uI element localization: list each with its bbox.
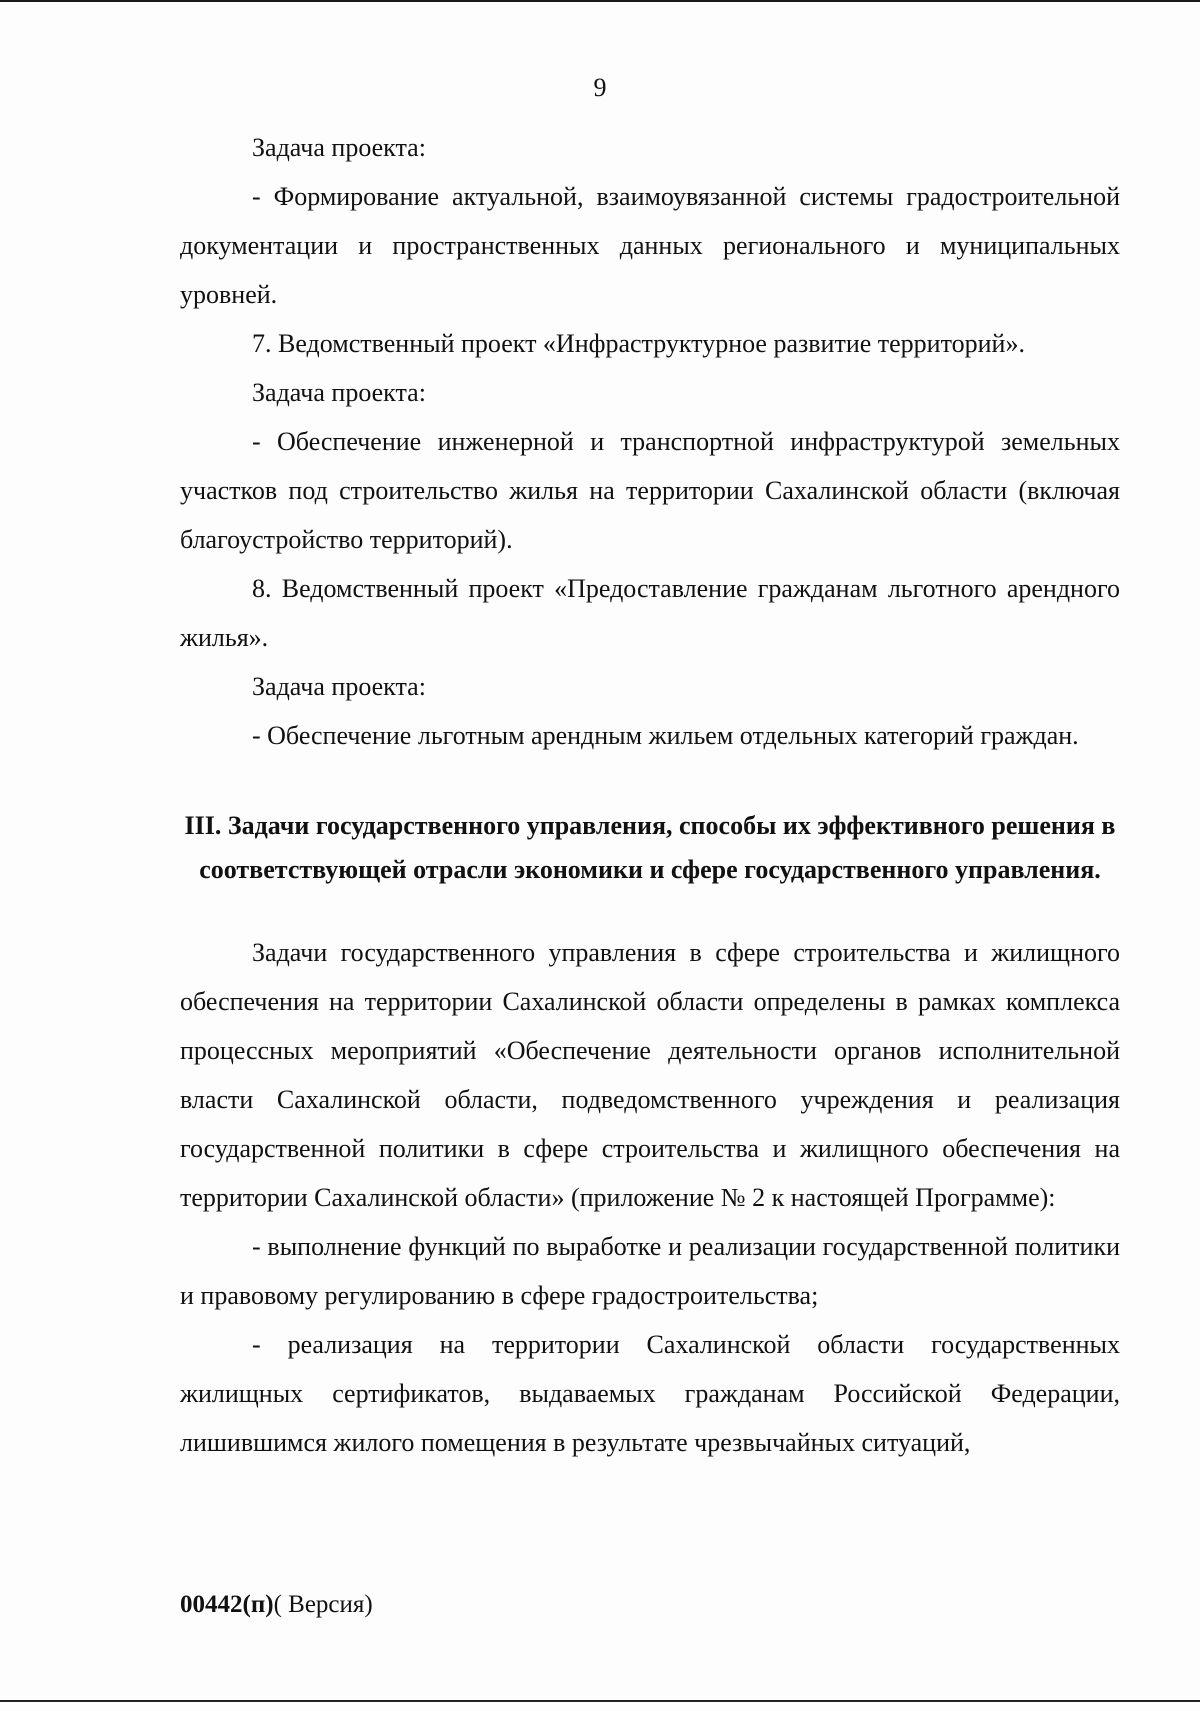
document-version: ( Версия) (273, 1591, 373, 1618)
page-number: 9 (593, 73, 607, 102)
document-body (180, 123, 1120, 1467)
scan-edge-bottom (0, 1700, 1200, 1702)
document-code: 00442(п) (180, 1591, 274, 1618)
section-heading: III. Задачи государственного управления, способы их эффективного решения в соответствующей отрасли экономики и сфере государственного управления. (184, 811, 1116, 884)
paragraph: Задача проекта: (252, 672, 426, 701)
paragraph: - Обеспечение инженерной и транспортной инфраструктурой земельных участков под строительство жилья на территории Сахалинской области (включая благоустройство территорий). (180, 427, 1120, 554)
paragraph: - Обеспечение льготным арендным жильем отдельных категорий граждан. (252, 721, 1079, 750)
document-footer (180, 1585, 373, 1625)
paragraph: - Формирование актуальной, взаимоувязанной системы градостроительной документации и пространственных данных регионального и муниципальных уровней. (180, 182, 1120, 309)
paragraph: - реализация на территории Сахалинской области государственных жилищных сертификатов, выдаваемых гражданам Российской Федерации, лишившимся жилого помещения в результате чрезвычайных ситуаций, (180, 1330, 1120, 1457)
paragraph: - выполнение функций по выработке и реализации государственной политики и правовому регулированию в сфере градостроительства; (180, 1232, 1120, 1310)
paragraph: 8. Ведомственный проект «Предоставление гражданам льготного арендного жилья». (180, 574, 1120, 652)
paragraph: 7. Ведомственный проект «Инфраструктурное развитие территорий». (252, 329, 1025, 358)
paragraph: Задача проекта: (252, 133, 426, 162)
scan-edge-top (0, 0, 1200, 2)
paragraph: Задачи государственного управления в сфере строительства и жилищного обеспечения на территории Сахалинской области определены в рамках комплекса процессных мероприятий «Обеспечение деятельности органов исполнительной власти Сахалинской области, подведомственного учреждения и реализация государственной политики в сфере строительства и жилищного обеспечения на территории Сахалинской области» (приложение № 2 к настоящей Программе): (180, 938, 1120, 1212)
paragraph: Задача проекта: (252, 378, 426, 407)
